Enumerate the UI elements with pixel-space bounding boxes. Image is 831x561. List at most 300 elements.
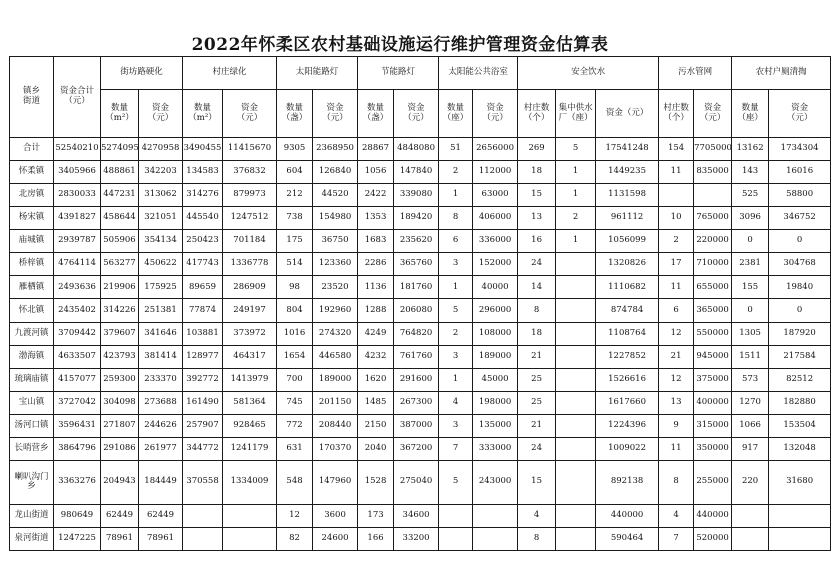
table-cell: 1620 <box>358 368 394 391</box>
table-cell <box>556 322 596 345</box>
table-cell: 392772 <box>183 368 223 391</box>
table-cell: 198000 <box>473 391 518 414</box>
header-energy-saving-lamp: 节能路灯 <box>358 57 439 90</box>
table-cell: 184449 <box>139 460 183 504</box>
table-cell: 350000 <box>694 437 732 460</box>
table-cell: 23520 <box>313 276 358 299</box>
table-cell: 208440 <box>313 414 358 437</box>
table-cell: 445540 <box>183 207 223 230</box>
table-cell: 98 <box>277 276 313 299</box>
table-cell: 103881 <box>183 322 223 345</box>
table-cell: 244626 <box>139 414 183 437</box>
table-cell: 1288 <box>358 299 394 322</box>
table-cell: 189000 <box>473 345 518 368</box>
table-cell: 1009022 <box>596 437 659 460</box>
sub-qty: 数量 （座） <box>732 90 769 138</box>
table-cell: 550000 <box>694 322 732 345</box>
table-cell <box>556 253 596 276</box>
table-cell: 1449235 <box>596 161 659 184</box>
sub-central-plant: 集中供水 厂（座） <box>556 90 596 138</box>
table-cell: 267300 <box>394 391 439 414</box>
budget-table <box>9 56 831 551</box>
table-cell: 52540210 <box>54 138 101 161</box>
header-total-fund: 资金合计 （元） <box>54 57 101 138</box>
table-cell <box>183 504 223 527</box>
table-cell: 5 <box>439 299 473 322</box>
table-cell: 0 <box>769 299 831 322</box>
table-cell: 2 <box>439 161 473 184</box>
table-cell: 9305 <box>277 138 313 161</box>
town-name: 合计 <box>10 138 54 161</box>
table-cell: 62449 <box>139 504 183 527</box>
table-cell: 259300 <box>101 368 139 391</box>
table-cell: 2368950 <box>313 138 358 161</box>
table-cell: 423793 <box>101 345 139 368</box>
table-cell: 0 <box>769 230 831 253</box>
table-cell: 313062 <box>139 184 183 207</box>
table-cell: 2830033 <box>54 184 101 207</box>
table-cell: 3 <box>439 253 473 276</box>
table-cell: 63000 <box>473 184 518 207</box>
table-cell: 2493636 <box>54 276 101 299</box>
sub-fund: 资金 （元） <box>139 90 183 138</box>
table-row <box>10 460 831 504</box>
table-cell: 961112 <box>596 207 659 230</box>
table-cell: 134583 <box>183 161 223 184</box>
table-cell: 147840 <box>394 161 439 184</box>
table-cell: 928465 <box>223 414 277 437</box>
table-cell: 3864796 <box>54 437 101 460</box>
table-cell: 8 <box>659 460 694 504</box>
table-cell: 342203 <box>139 161 183 184</box>
table-cell: 1320826 <box>596 253 659 276</box>
table-cell: 1136 <box>358 276 394 299</box>
table-cell: 1131598 <box>596 184 659 207</box>
table-cell: 373972 <box>223 322 277 345</box>
table-cell: 344772 <box>183 437 223 460</box>
town-name: 北房镇 <box>10 184 54 207</box>
table-cell: 8 <box>518 527 556 550</box>
table-cell: 406000 <box>473 207 518 230</box>
table-cell: 143 <box>732 161 769 184</box>
table-cell: 78961 <box>101 527 139 550</box>
table-cell: 13162 <box>732 138 769 161</box>
table-cell <box>473 527 518 550</box>
sub-fund: 资金 （元） <box>394 90 439 138</box>
table-cell: 1528 <box>358 460 394 504</box>
table-cell: 1247512 <box>223 207 277 230</box>
table-cell <box>556 391 596 414</box>
town-name: 怀柔镇 <box>10 161 54 184</box>
table-cell: 2422 <box>358 184 394 207</box>
table-cell: 1056 <box>358 161 394 184</box>
table-cell: 40000 <box>473 276 518 299</box>
sub-fund: 资金（元） <box>596 90 659 138</box>
table-cell: 1110682 <box>596 276 659 299</box>
table-cell: 2 <box>439 322 473 345</box>
table-cell: 980649 <box>54 504 101 527</box>
table-cell: 182880 <box>769 391 831 414</box>
table-cell: 155 <box>732 276 769 299</box>
table-cell: 13 <box>518 207 556 230</box>
table-cell: 82512 <box>769 368 831 391</box>
table-cell: 772 <box>277 414 313 437</box>
table-cell: 1 <box>439 184 473 207</box>
table-cell: 738 <box>277 207 313 230</box>
table-cell: 1016 <box>277 322 313 345</box>
table-cell: 192960 <box>313 299 358 322</box>
table-cell: 25 <box>518 391 556 414</box>
table-cell: 1305 <box>732 322 769 345</box>
table-cell: 333000 <box>473 437 518 460</box>
table-cell: 62449 <box>101 504 139 527</box>
table-cell: 874784 <box>596 299 659 322</box>
table-cell: 341646 <box>139 322 183 345</box>
table-cell: 1526616 <box>596 368 659 391</box>
sub-fund: 资金 （元） <box>313 90 358 138</box>
table-cell <box>556 345 596 368</box>
table-cell: 365000 <box>694 299 732 322</box>
table-cell <box>473 504 518 527</box>
table-cell: 2939787 <box>54 230 101 253</box>
sub-fund: 资金 （元） <box>223 90 277 138</box>
table-cell: 16 <box>518 230 556 253</box>
table-cell: 1413979 <box>223 368 277 391</box>
table-cell <box>732 527 769 550</box>
table-cell: 10 <box>659 207 694 230</box>
sub-qty: 数量 （盏） <box>277 90 313 138</box>
table-cell <box>223 504 277 527</box>
header-row-groups <box>10 57 831 90</box>
table-cell: 804 <box>277 299 313 322</box>
table-cell: 251381 <box>139 299 183 322</box>
table-cell: 447231 <box>101 184 139 207</box>
table-cell: 6 <box>439 230 473 253</box>
table-cell: 354134 <box>139 230 183 253</box>
table-cell: 45000 <box>473 368 518 391</box>
sub-fund: 资金 （元） <box>694 90 732 138</box>
table-cell: 3 <box>439 345 473 368</box>
table-cell: 1056099 <box>596 230 659 253</box>
table-cell: 250423 <box>183 230 223 253</box>
table-cell: 4391827 <box>54 207 101 230</box>
town-name: 泉河街道 <box>10 527 54 550</box>
table-cell: 77874 <box>183 299 223 322</box>
table-cell: 315000 <box>694 414 732 437</box>
table-cell: 189420 <box>394 207 439 230</box>
table-cell <box>769 527 831 550</box>
table-cell: 108000 <box>473 322 518 345</box>
table-cell: 563277 <box>101 253 139 276</box>
table-cell: 243000 <box>473 460 518 504</box>
table-cell: 271807 <box>101 414 139 437</box>
table-cell: 204943 <box>101 460 139 504</box>
table-cell <box>556 414 596 437</box>
sub-village-count: 村庄数 （个） <box>518 90 556 138</box>
table-cell: 917 <box>732 437 769 460</box>
table-cell: 128977 <box>183 345 223 368</box>
table-cell: 3709442 <box>54 322 101 345</box>
table-cell: 1654 <box>277 345 313 368</box>
table-cell: 446580 <box>313 345 358 368</box>
table-cell: 219906 <box>101 276 139 299</box>
table-cell: 761760 <box>394 345 439 368</box>
table-cell: 220 <box>732 460 769 504</box>
table-cell: 1617660 <box>596 391 659 414</box>
table-cell: 1066 <box>732 414 769 437</box>
table-cell: 173 <box>358 504 394 527</box>
town-name: 宝山镇 <box>10 391 54 414</box>
table-cell: 945000 <box>694 345 732 368</box>
table-cell: 387000 <box>394 414 439 437</box>
table-cell: 154 <box>659 138 694 161</box>
table-row <box>10 527 831 550</box>
table-cell: 255000 <box>694 460 732 504</box>
table-cell: 2286 <box>358 253 394 276</box>
table-cell: 4848080 <box>394 138 439 161</box>
table-cell: 8 <box>518 299 556 322</box>
table-cell: 0 <box>732 299 769 322</box>
table-cell: 126840 <box>313 161 358 184</box>
table-cell: 3405966 <box>54 161 101 184</box>
table-row <box>10 207 831 230</box>
table-cell: 4764114 <box>54 253 101 276</box>
header-town: 镇乡 街道 <box>10 57 54 138</box>
table-row <box>10 184 831 207</box>
table-cell: 15 <box>518 184 556 207</box>
table-cell: 15 <box>518 460 556 504</box>
table-cell: 17 <box>659 253 694 276</box>
table-cell: 21 <box>659 345 694 368</box>
table-row <box>10 253 831 276</box>
table-cell: 161490 <box>183 391 223 414</box>
table-cell: 12 <box>659 368 694 391</box>
table-cell: 520000 <box>694 527 732 550</box>
table-cell: 1485 <box>358 391 394 414</box>
table-cell <box>556 437 596 460</box>
table-cell: 274320 <box>313 322 358 345</box>
table-cell: 4232 <box>358 345 394 368</box>
header-row-sub <box>10 90 831 138</box>
table-cell: 16016 <box>769 161 831 184</box>
table-cell: 296000 <box>473 299 518 322</box>
table-cell: 152000 <box>473 253 518 276</box>
table-cell: 31680 <box>769 460 831 504</box>
table-cell: 365760 <box>394 253 439 276</box>
table-row <box>10 391 831 414</box>
table-cell: 123360 <box>313 253 358 276</box>
table-cell <box>556 504 596 527</box>
town-name: 雁栖镇 <box>10 276 54 299</box>
table-cell: 11 <box>659 276 694 299</box>
table-cell: 488861 <box>101 161 139 184</box>
table-cell: 1270 <box>732 391 769 414</box>
table-cell <box>769 504 831 527</box>
table-cell: 8 <box>439 207 473 230</box>
sub-fund: 资金 （元） <box>769 90 831 138</box>
table-cell: 4 <box>439 391 473 414</box>
table-cell: 2 <box>659 230 694 253</box>
header-village-greening: 村庄绿化 <box>183 57 277 90</box>
table-cell: 13 <box>659 391 694 414</box>
table-cell: 181760 <box>394 276 439 299</box>
table-cell: 1 <box>439 276 473 299</box>
header-street-hardening: 街坊路硬化 <box>101 57 183 90</box>
sub-qty: 数量 （座） <box>439 90 473 138</box>
town-name: 渤海镇 <box>10 345 54 368</box>
table-cell <box>556 276 596 299</box>
sub-fund: 资金 （元） <box>473 90 518 138</box>
table-cell <box>439 527 473 550</box>
table-cell: 892138 <box>596 460 659 504</box>
table-cell: 379607 <box>101 322 139 345</box>
table-cell: 4 <box>659 504 694 527</box>
town-name: 庙城镇 <box>10 230 54 253</box>
table-cell: 170370 <box>313 437 358 460</box>
table-cell: 440000 <box>694 504 732 527</box>
table-cell: 33200 <box>394 527 439 550</box>
table-body <box>10 138 831 551</box>
table-cell: 525 <box>732 184 769 207</box>
table-row <box>10 322 831 345</box>
table-cell: 3596431 <box>54 414 101 437</box>
town-name: 汤河口镇 <box>10 414 54 437</box>
table-cell <box>732 504 769 527</box>
town-name: 杨宋镇 <box>10 207 54 230</box>
table-cell: 132048 <box>769 437 831 460</box>
table-cell: 548 <box>277 460 313 504</box>
table-row <box>10 161 831 184</box>
header-sewage-network: 污水管网 <box>659 57 732 90</box>
table-cell: 217584 <box>769 345 831 368</box>
table-row <box>10 345 831 368</box>
table-cell: 1227852 <box>596 345 659 368</box>
table-cell: 2656000 <box>473 138 518 161</box>
table-cell: 58800 <box>769 184 831 207</box>
table-cell: 112000 <box>473 161 518 184</box>
table-cell: 11 <box>659 161 694 184</box>
table-cell: 273688 <box>139 391 183 414</box>
table-cell <box>556 527 596 550</box>
table-cell: 11 <box>659 437 694 460</box>
table-cell: 655000 <box>694 276 732 299</box>
table-cell: 36750 <box>313 230 358 253</box>
table-cell: 590464 <box>596 527 659 550</box>
table-cell: 514 <box>277 253 313 276</box>
table-cell: 257907 <box>183 414 223 437</box>
table-cell: 1 <box>556 230 596 253</box>
table-row <box>10 230 831 253</box>
table-cell: 0 <box>732 230 769 253</box>
table-cell: 1247225 <box>54 527 101 550</box>
table-cell <box>223 527 277 550</box>
table-cell: 261977 <box>139 437 183 460</box>
table-cell: 376832 <box>223 161 277 184</box>
table-cell: 78961 <box>139 527 183 550</box>
table-cell: 18 <box>518 322 556 345</box>
table-cell: 1334009 <box>223 460 277 504</box>
table-cell: 12 <box>277 504 313 527</box>
total-row <box>10 138 831 161</box>
table-cell: 464317 <box>223 345 277 368</box>
table-cell: 3490455 <box>183 138 223 161</box>
table-cell: 710000 <box>694 253 732 276</box>
table-cell <box>694 184 732 207</box>
table-cell: 7705000 <box>694 138 732 161</box>
table-cell: 2435402 <box>54 299 101 322</box>
table-cell: 7 <box>439 437 473 460</box>
table-cell: 34600 <box>394 504 439 527</box>
table-cell: 304098 <box>101 391 139 414</box>
header-toilet-cleaning: 农村户厕清掏 <box>732 57 831 90</box>
table-cell: 1 <box>556 184 596 207</box>
table-cell: 235620 <box>394 230 439 253</box>
table-row <box>10 276 831 299</box>
table-cell: 14 <box>518 276 556 299</box>
table-cell <box>659 184 694 207</box>
table-cell: 175925 <box>139 276 183 299</box>
table-cell: 12 <box>659 322 694 345</box>
table-cell: 201150 <box>313 391 358 414</box>
town-name: 琉璃庙镇 <box>10 368 54 391</box>
table-cell: 5274095 <box>101 138 139 161</box>
table-cell: 381414 <box>139 345 183 368</box>
table-cell: 21 <box>518 345 556 368</box>
town-name: 九渡河镇 <box>10 322 54 345</box>
table-cell: 220000 <box>694 230 732 253</box>
table-cell: 1734304 <box>769 138 831 161</box>
table-cell: 269 <box>518 138 556 161</box>
table-cell: 375000 <box>694 368 732 391</box>
table-cell: 28867 <box>358 138 394 161</box>
table-cell: 339080 <box>394 184 439 207</box>
table-cell: 212 <box>277 184 313 207</box>
table-cell: 1353 <box>358 207 394 230</box>
sub-qty: 数量 （盏） <box>358 90 394 138</box>
table-cell: 189000 <box>313 368 358 391</box>
page-title: 2022年怀柔区农村基础设施运行维护管理资金估算表 <box>191 35 609 55</box>
table-cell: 291086 <box>101 437 139 460</box>
table-cell: 835000 <box>694 161 732 184</box>
table-cell: 291600 <box>394 368 439 391</box>
table-cell <box>439 504 473 527</box>
town-name: 龙山街道 <box>10 504 54 527</box>
table-cell: 700 <box>277 368 313 391</box>
table-cell: 154980 <box>313 207 358 230</box>
table-cell: 44520 <box>313 184 358 207</box>
table-cell: 581364 <box>223 391 277 414</box>
table-cell: 2040 <box>358 437 394 460</box>
table-cell: 314276 <box>183 184 223 207</box>
table-cell: 1108764 <box>596 322 659 345</box>
table-cell: 206080 <box>394 299 439 322</box>
table-cell: 2150 <box>358 414 394 437</box>
table-cell <box>183 527 223 550</box>
town-name: 怀北镇 <box>10 299 54 322</box>
table-cell: 4270958 <box>139 138 183 161</box>
table-cell: 450622 <box>139 253 183 276</box>
table-cell: 879973 <box>223 184 277 207</box>
table-cell: 249197 <box>223 299 277 322</box>
table-cell: 745 <box>277 391 313 414</box>
table-cell: 314226 <box>101 299 139 322</box>
table-cell: 1224396 <box>596 414 659 437</box>
table-cell: 187920 <box>769 322 831 345</box>
table-cell: 4 <box>518 504 556 527</box>
table-cell: 286909 <box>223 276 277 299</box>
town-name: 喇叭沟门 乡 <box>10 460 54 504</box>
table-cell: 4157077 <box>54 368 101 391</box>
